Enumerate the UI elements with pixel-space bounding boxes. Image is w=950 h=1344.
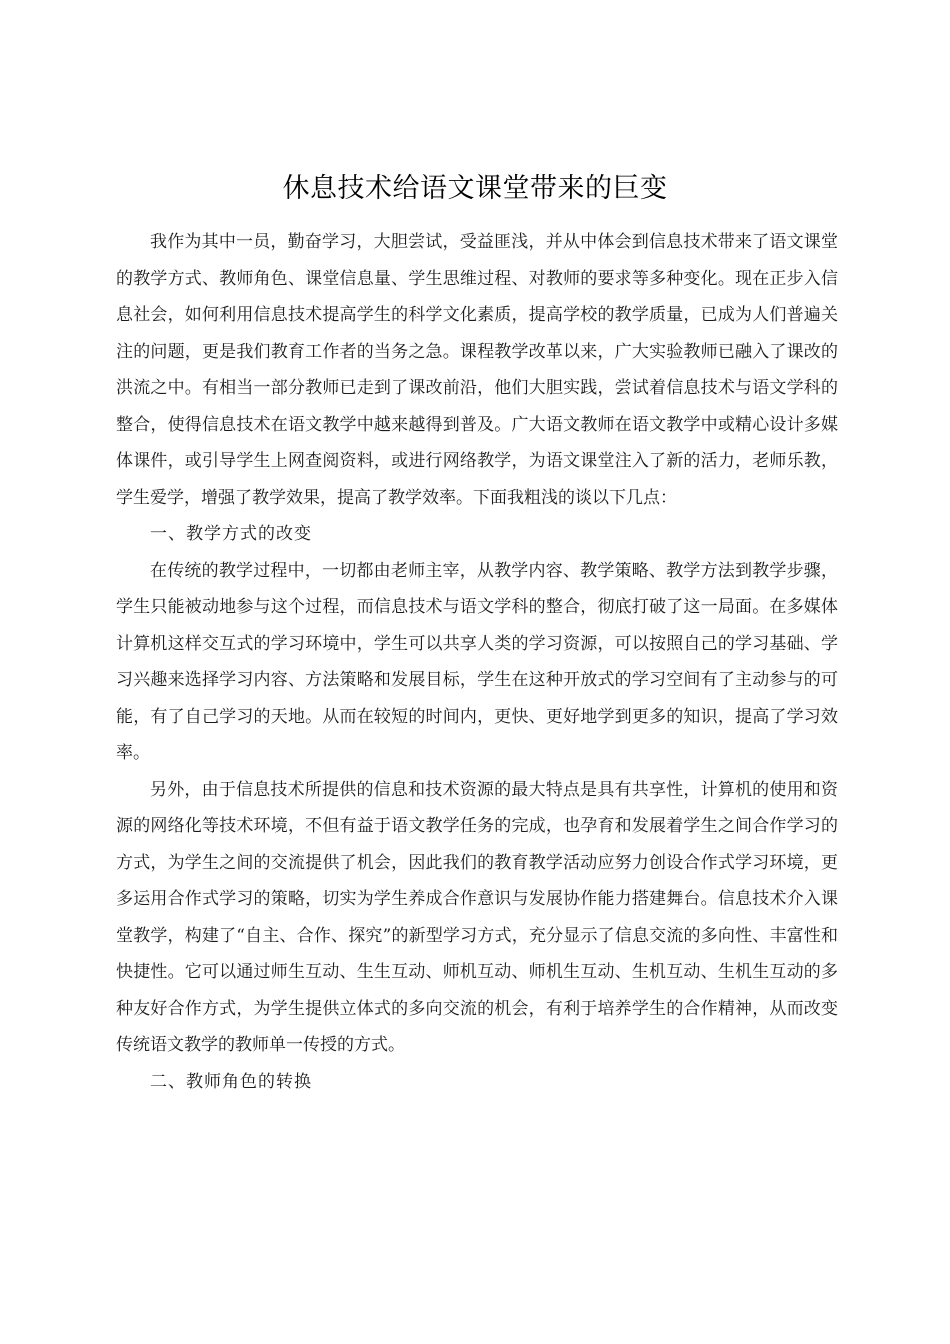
paragraph-teaching-method: 在传统的教学过程中，一切都由老师主宰，从教学内容、教学策略、教学方法到教学步骤，学生只能被动地参与这个过程，而信息技术与语文学科的整合，彻底打破了这一局面。在多媒体计算机这样交互式的学习环境中，学生可以共享人类的学习资源，可以按照自己的学习基础、学习兴趣来选择学习内容、方法策略和发展目标，学生在这种开放式的学习空间有了主动参与的可能，有了自己学习的天地。从而在较短的时间内，更快、更好地学到更多的知识，提高了学习效率。: [116, 560, 838, 763]
paragraph-cooperative-learning: 另外，由于信息技术所提供的信息和技术资源的最大特点是具有共享性，计算机的使用和资源的网络化等技术环境，不但有益于语文教学任务的完成，也孕育和发展着学生之间合作学习的方式，为学生之间的交流提供了机会，因此我们的教育教学活动应努力创设合作式学习环境，更多运用合作式学习的策略，切实为学生养成合作意识与发展协作能力搭建舞台。信息技术介入课堂教学，构建了“自主、合作、探究”的新型学习方式，充分显示了信息交流的多向性、丰富性和快捷性。它可以通过师生互动、生生互动、师机互动、师机生互动、生机互动、生机生互动的多种友好合作方式，为学生提供立体式的多向交流的机会，有利于培养学生的合作精神，从而改变传统语文教学的教师单一传授的方式。: [116, 779, 838, 1055]
paragraph-intro: 我作为其中一员，勤奋学习，大胆尝试，受益匪浅，并从中体会到信息技术带来了语文课堂的教学方式、教师角色、课堂信息量、学生思维过程、对教师的要求等多种变化。现在正步入信息社会，如何利用信息技术提高学生的科学文化素质，提高学校的教学质量，已成为人们普遍关注的问题，更是我们教育工作者的当务之急。课程教学改革以来，广大实验教师已融入了课改的洪流之中。有相当一部分教师已走到了课改前沿，他们大胆实践，尝试着信息技术与语文学科的整合，使得信息技术在语文教学中越来越得到普及。广大语文教师在语文教学中或精心设计多媒体课件，或引导学生上网查阅资料，或进行网络教学，为语文课堂注入了新的活力，老师乐教，学生爱学，增强了教学效果，提高了教学效率。下面我粗浅的谈以下几点：: [116, 232, 838, 508]
section-heading-teacher-role: 二、教师角色的转换: [150, 1071, 312, 1092]
document-title: 休息技术给语文课堂带来的巨变: [282, 173, 668, 204]
document-body: [116, 224, 838, 1100]
section-heading-teaching-method: 一、教学方式的改变: [150, 524, 312, 544]
